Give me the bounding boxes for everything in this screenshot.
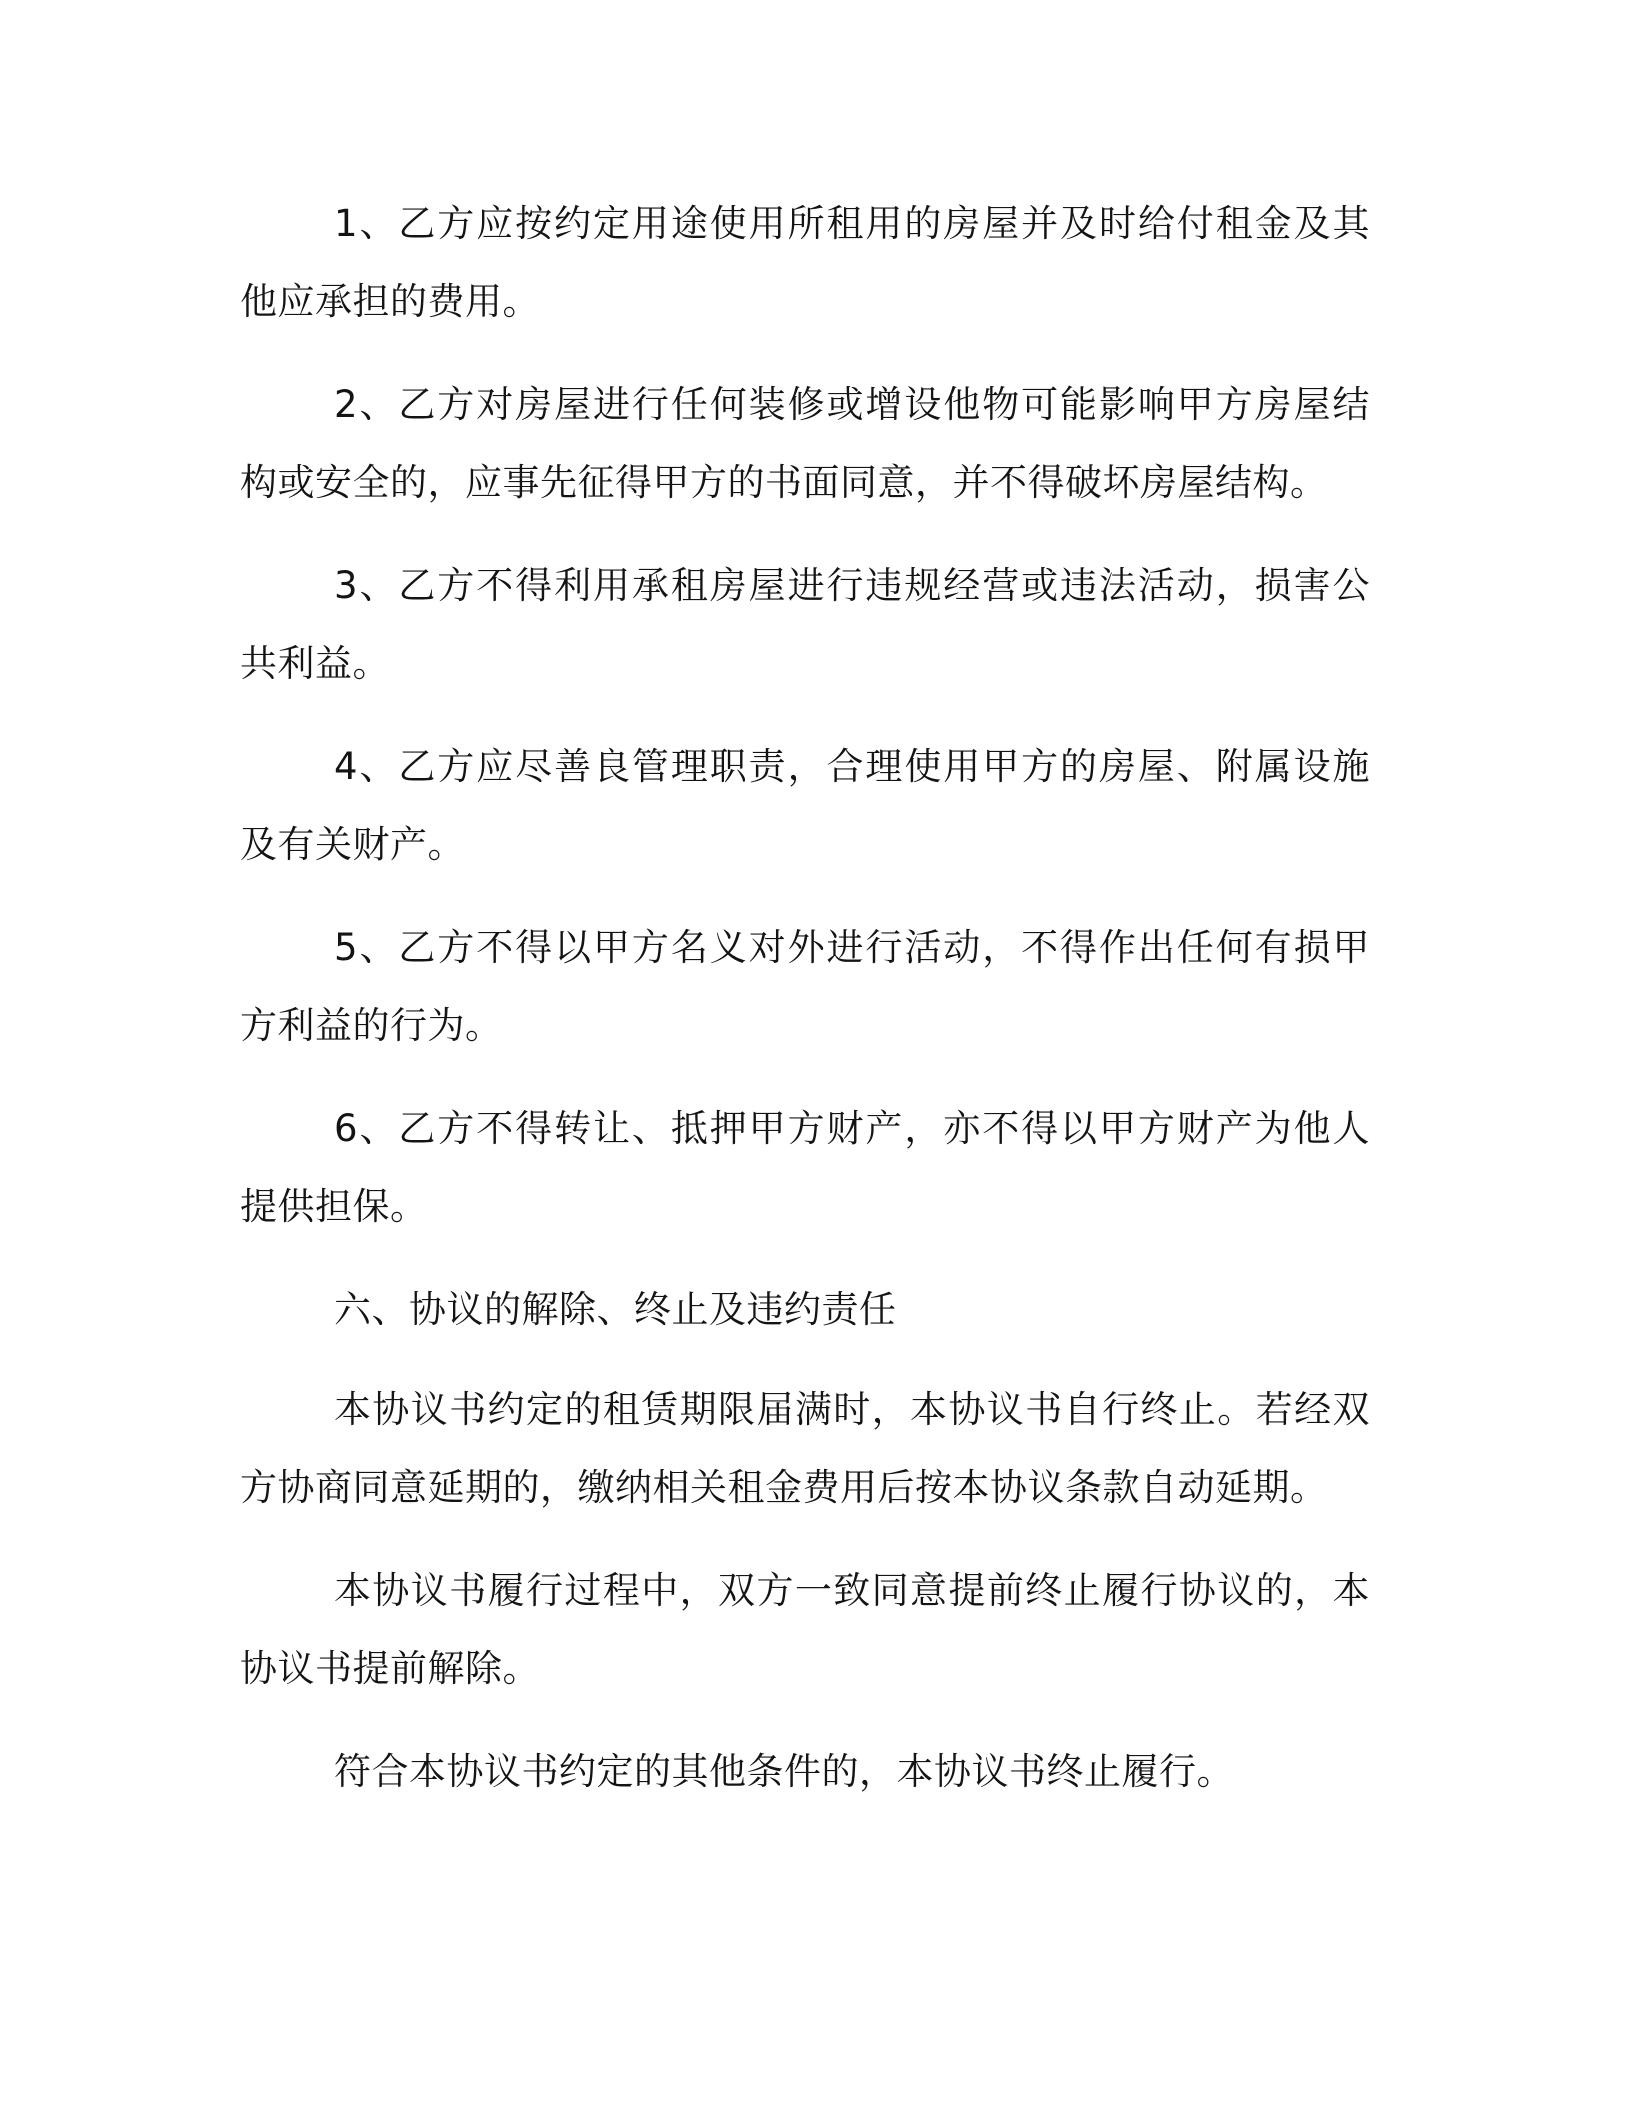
termination-paragraph-3: 符合本协议书约定的其他条件的，本协议书终止履行。 bbox=[334, 1750, 1234, 1793]
clause-4: 4、乙方应尽善良管理职责，合理使用甲方的房屋、附属设施及有关财产。 bbox=[240, 745, 1370, 866]
clause-1: 1、乙方应按约定用途使用所租用的房屋并及时给付租金及其他应承担的费用。 bbox=[240, 202, 1370, 323]
section-heading: 六、协议的解除、终止及违约责任 bbox=[334, 1288, 897, 1331]
clause-2: 2、乙方对房屋进行任何装修或增设他物可能影响甲方房屋结构或安全的，应事先征得甲方的书面同意，并不得破坏房屋结构。 bbox=[240, 383, 1370, 504]
document-body bbox=[240, 185, 1370, 1836]
termination-paragraph-2: 本协议书履行过程中，双方一致同意提前终止履行协议的，本协议书提前解除。 bbox=[240, 1569, 1370, 1690]
termination-paragraph-1: 本协议书约定的租赁期限届满时，本协议书自行终止。若经双方协商同意延期的，缴纳相关租金费用后按本协议条款自动延期。 bbox=[240, 1388, 1370, 1509]
clause-3: 3、乙方不得利用承租房屋进行违规经营或违法活动，损害公共利益。 bbox=[240, 564, 1370, 685]
clause-5: 5、乙方不得以甲方名义对外进行活动，不得作出任何有损甲方利益的行为。 bbox=[240, 926, 1370, 1047]
clause-6: 6、乙方不得转让、抵押甲方财产，亦不得以甲方财产为他人提供担保。 bbox=[240, 1107, 1370, 1228]
